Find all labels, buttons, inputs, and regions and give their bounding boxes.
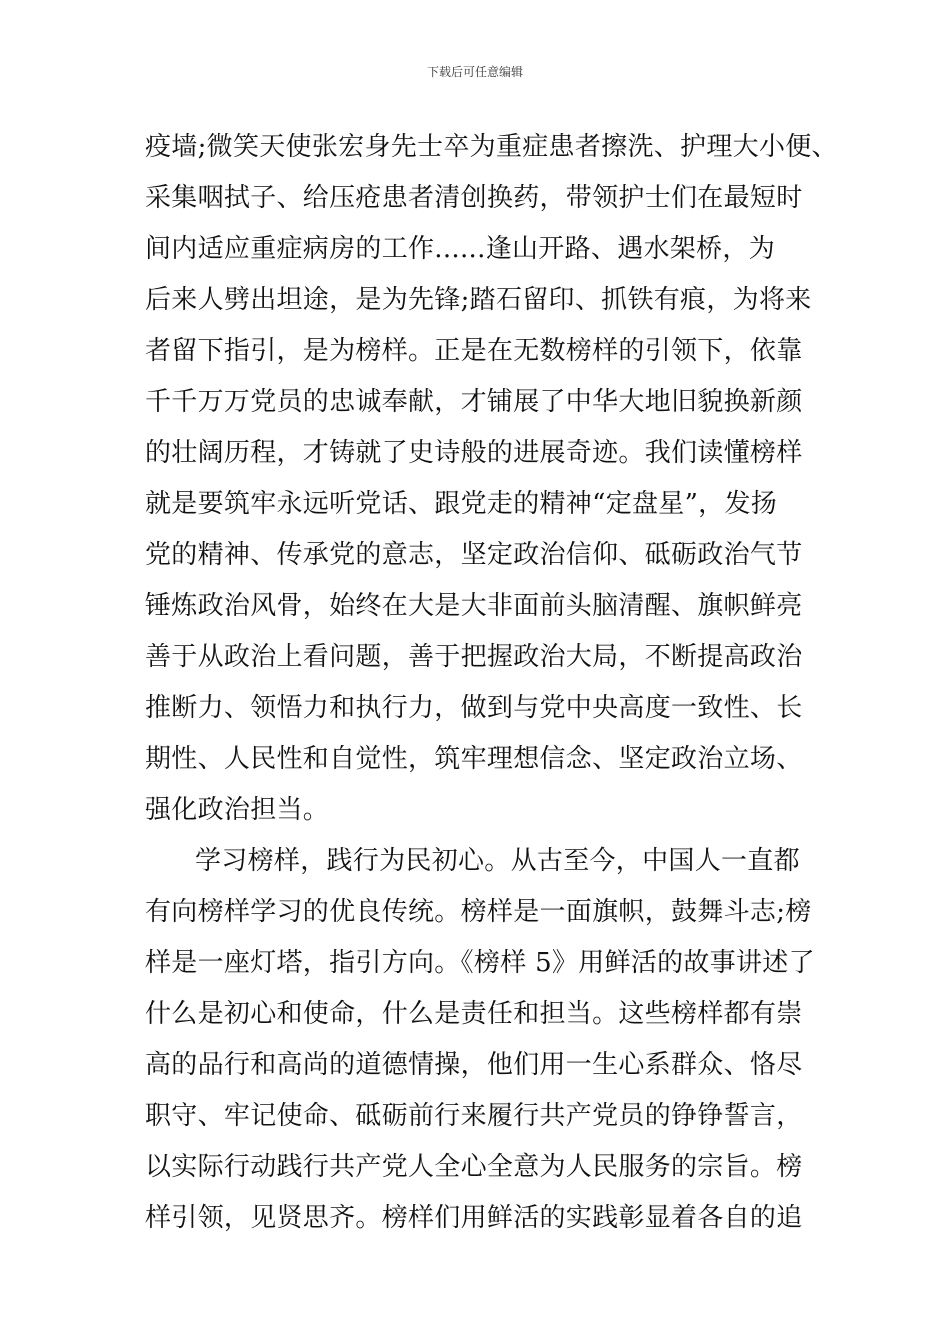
paragraph-2 [145, 836, 815, 1244]
text-line: 什么是初心和使命，什么是责任和担当。这些榜样都有崇 [145, 999, 803, 1029]
text-line: 强化政治担当。 [145, 795, 330, 825]
document-body [145, 122, 838, 1244]
text-line: 千千万万党员的忠诚奉献，才铺展了中华大地旧貌换新颜 [145, 387, 803, 417]
text-line: 者留下指引，是为榜样。正是在无数榜样的引领下，依靠 [145, 336, 803, 366]
text-line: 职守、牢记使命、砥砺前行来履行共产党员的铮铮誓言， [145, 1101, 803, 1131]
text-line: 采集咽拭子、给压疮患者清创换药，带领护士们在最短时 [145, 183, 803, 213]
text-line: 样是一座灯塔，指引方向。《榜样 5》用鲜活的故事讲述了 [145, 948, 815, 978]
text-line: 就是要筑牢永远听党话、跟党走的精神“定盘星”，发扬 [145, 489, 778, 519]
text-line: 推断力、领悟力和执行力，做到与党中央高度一致性、长 [145, 693, 803, 723]
text-line: 疫墙;微笑天使张宏身先士卒为重症患者擦洗、护理大小便、 [145, 132, 838, 162]
text-line: 期性、人民性和自觉性，筑牢理想信念、坚定政治立场、 [145, 744, 803, 774]
text-line: 善于从政治上看问题，善于把握政治大局，不断提高政治 [145, 642, 803, 672]
text-line: 有向榜样学习的优良传统。榜样是一面旗帜，鼓舞斗志;榜 [145, 897, 812, 927]
text-line: 锤炼政治风骨，始终在大是大非面前头脑清醒、旗帜鲜亮 [145, 591, 803, 621]
text-line: 后来人劈出坦途，是为先锋;踏石留印、抓铁有痕，为将来 [145, 285, 812, 315]
paragraph-1 [145, 122, 838, 836]
text-line: 以实际行动践行共产党人全心全意为人民服务的宗旨。榜 [145, 1152, 803, 1182]
text-line: 的壮阔历程，才铸就了史诗般的进展奇迹。我们读懂榜样 [145, 438, 803, 468]
page-header: 下载后可任意编辑 [426, 65, 523, 79]
text-line: 党的精神、传承党的意志，坚定政治信仰、砥砺政治气节 [145, 540, 803, 570]
text-line: 样引领，见贤思齐。榜样们用鲜活的实践彰显着各自的追 [145, 1203, 803, 1233]
text-line: 间内适应重症病房的工作......逢山开路、遇水架桥，为 [145, 234, 775, 264]
text-line: 学习榜样，践行为民初心。从古至今，中国人一直都 [195, 846, 800, 876]
text-line: 高的品行和高尚的道德情操，他们用一生心系群众、恪尽 [145, 1050, 803, 1080]
